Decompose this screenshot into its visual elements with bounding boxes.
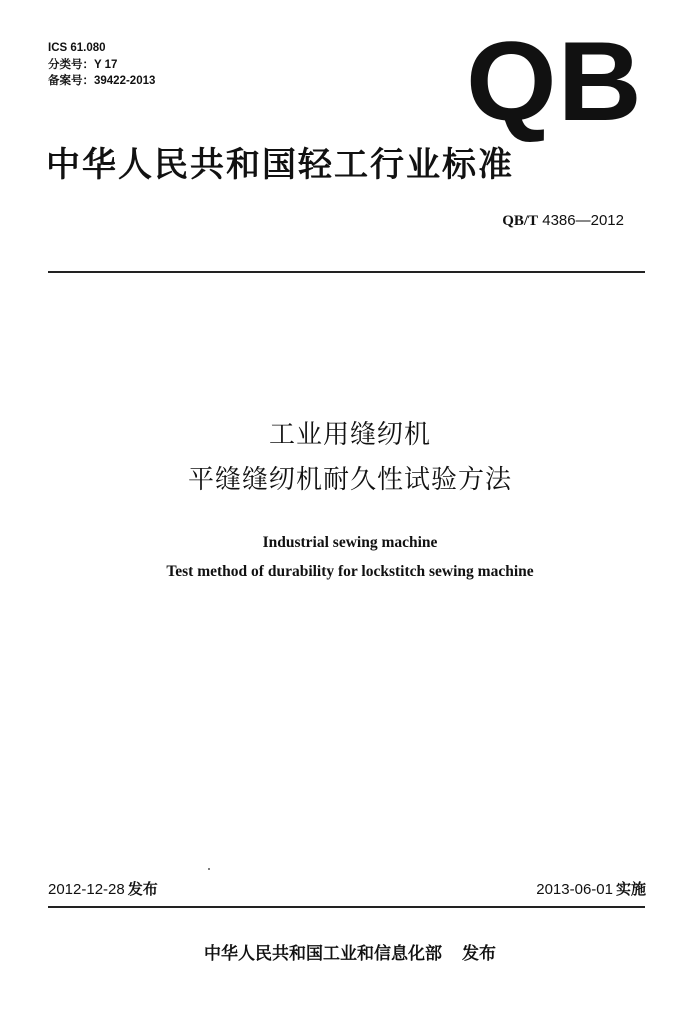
effective-date-label: 实施 (615, 880, 646, 898)
record-number: 备案号：39422-2013 (48, 75, 156, 87)
standard-number-value: 4386—2012 (542, 212, 624, 229)
publication-date-value: 2012-12-28 (48, 881, 125, 898)
effective-date (536, 878, 646, 901)
standard-code: QB/T (502, 213, 539, 229)
ics-code: ICS 61.080 (48, 42, 106, 54)
effective-date-value: 2013-06-01 (536, 881, 613, 898)
standard-number (502, 210, 624, 232)
org-title: 中华人民共和国轻工行业标准 (46, 145, 514, 185)
title-cn-line1: 工业用缝纫机 (268, 420, 431, 450)
top-divider (48, 271, 645, 273)
issuer (0, 941, 700, 967)
classification-number: 分类号：Y 17 (48, 58, 118, 71)
scan-speck (208, 868, 210, 870)
qb-logo: QB (466, 19, 643, 144)
document-meta (48, 40, 155, 90)
issuer-action: 发布 (462, 944, 496, 964)
title-en-line1: Industrial sewing machine (262, 534, 438, 551)
issuer-name: 中华人民共和国工业和信息化部 (204, 944, 442, 964)
bottom-divider (48, 906, 645, 908)
title-en-line2: Test method of durability for lockstitch sewing machine (166, 563, 534, 580)
title-cn-line2: 平缝缝纫机耐久性试验方法 (187, 465, 512, 495)
publication-date (48, 878, 158, 901)
publication-date-label: 发布 (127, 880, 158, 898)
